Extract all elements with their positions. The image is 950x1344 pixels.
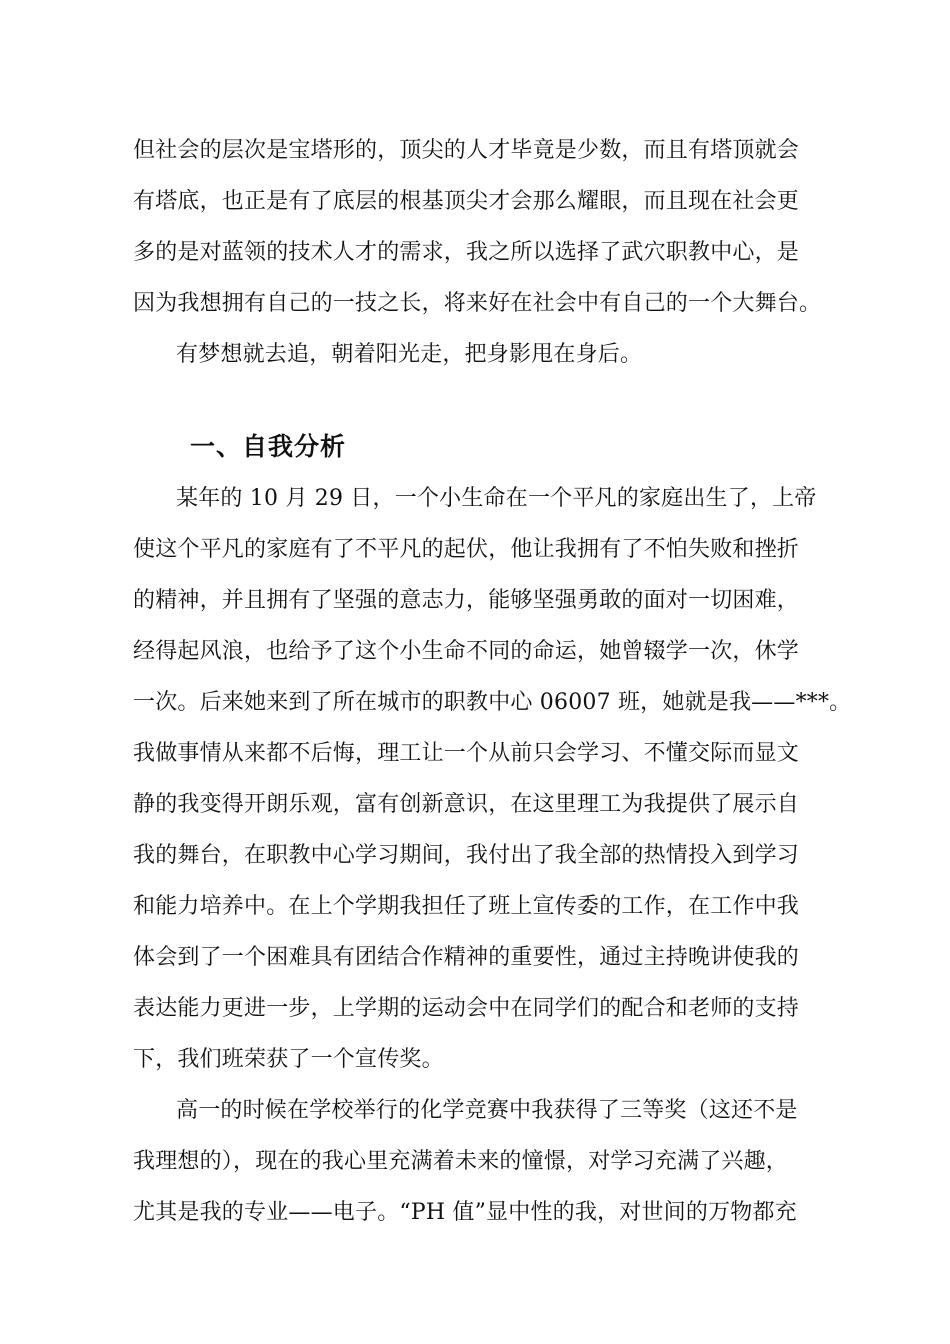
- paragraph-line: 我理想的），现在的我心里充满着未来的憧憬，对学习充满了兴趣，: [133, 1149, 789, 1174]
- paragraph-line: 某年的 10 月 29 日，一个小生命在一个平凡的家庭出生了，上帝: [176, 486, 817, 511]
- paragraph-line: 表达能力更进一步，上学期的运动会中在同学们的配合和老师的支持: [133, 996, 800, 1021]
- paragraph-line: 经得起风浪，也给予了这个小生命不同的命运，她曾辍学一次，休学: [133, 639, 800, 664]
- motto-line: 有梦想就去追，朝着阳光走，把身影甩在身后。: [176, 342, 643, 367]
- intro-line-2: 有塔底，也正是有了底层的根基顶尖才会那么耀眼，而且现在社会更: [133, 189, 800, 214]
- paragraph-line: 下，我们班荣获了一个宣传奖。: [133, 1047, 444, 1072]
- section-heading: 一、自我分析: [190, 432, 347, 461]
- paragraph-line: 我的舞台，在职教中心学习期间，我付出了我全部的热情投入到学习: [133, 843, 800, 868]
- paragraph-line: 的精神，并且拥有了坚强的意志力，能够坚强勇敢的面对一切困难，: [133, 588, 800, 613]
- paragraph-line: 静的我变得开朗乐观，富有创新意识，在这里理工为我提供了展示自: [133, 792, 800, 817]
- paragraph-line: 体会到了一个困难具有团结合作精神的重要性，通过主持晚讲使我的: [133, 945, 800, 970]
- paragraph-line: 使这个平凡的家庭有了不平凡的起伏，他让我拥有了不怕失败和挫折: [133, 537, 800, 562]
- paragraph-line: 和能力培养中。在上个学期我担任了班上宣传委的工作，在工作中我: [133, 894, 800, 919]
- paragraph-line: 高一的时候在学校举行的化学竞赛中我获得了三等奖（这还不是: [176, 1098, 798, 1123]
- paragraph-line: 我做事情从来都不后悔，理工让一个从前只会学习、不懂交际而显文: [133, 741, 800, 766]
- paragraph-line: 一次。后来她来到了所在城市的职教中心 06007 班，她就是我——***。: [133, 690, 852, 715]
- intro-line-1: 但社会的层次是宝塔形的，顶尖的人才毕竟是少数，而且有塔顶就会: [133, 138, 800, 163]
- paragraph-line: 尤其是我的专业——电子。“PH 值”显中性的我，对世间的万物都充: [133, 1200, 797, 1225]
- intro-line-3: 多的是对蓝领的技术人才的需求，我之所以选择了武穴职教中心，是: [133, 240, 800, 265]
- intro-line-4: 因为我想拥有自己的一技之长，将来好在社会中有自己的一个大舞台。: [133, 291, 822, 316]
